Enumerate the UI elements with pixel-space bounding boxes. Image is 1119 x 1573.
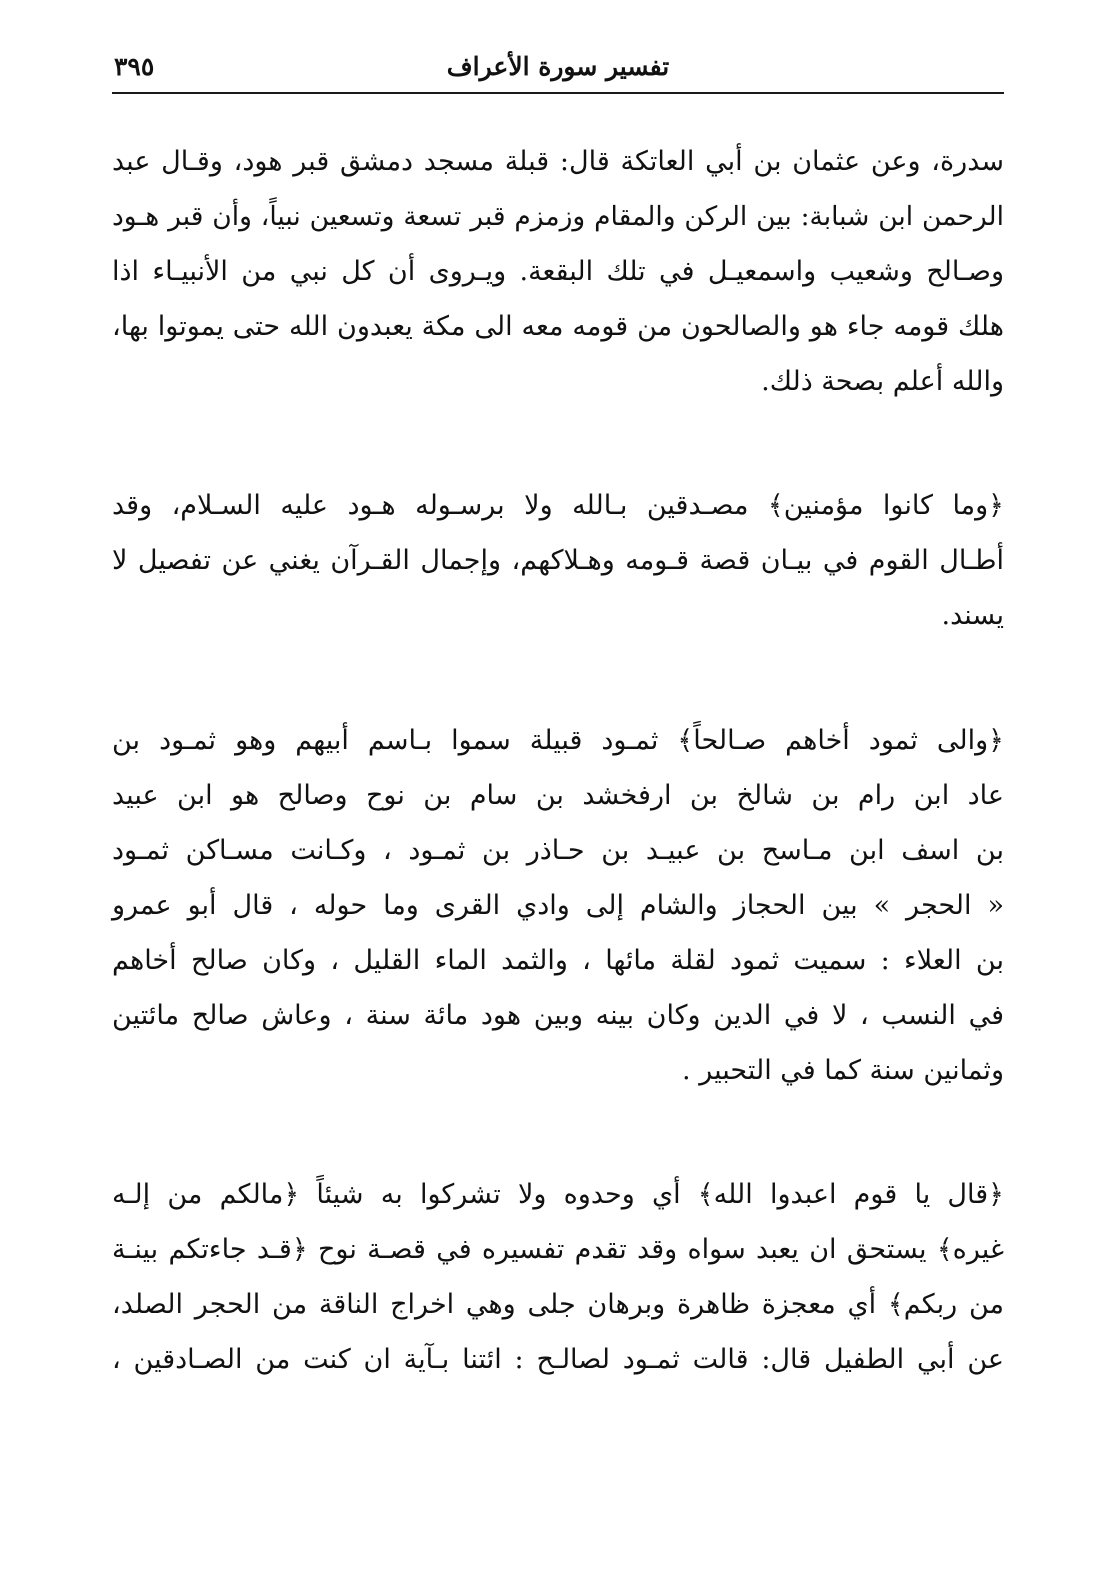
- text-line: عن أبي الطفيل قال: قالت ثمـود لصالـح : ائتنا بـآية ان كنت من الصـادقين ،: [112, 1344, 1004, 1375]
- text-line: « الحجر » بين الحجاز والشام إلى وادي القرى وما حوله ، قال أبو عمرو: [112, 890, 1004, 921]
- text-line: سدرة، وعن عثمان بن أبي العاتكة قال: قبلة مسجد دمشق قبر هود، وقـال عبد: [112, 146, 1004, 177]
- text-line: بن اسف ابن مـاسح بن عبيـد بن حـاذر بن ثمـود ، وكـانت مسـاكن ثمـود: [112, 835, 1004, 866]
- text-line: في النسب ، لا في الدين وكان بينه وبين هود مائة سنة ، وعاش صالح مائتين: [112, 1000, 1004, 1031]
- text-line: من ربكم﴾ أي معجزة ظاهرة وبرهان جلى وهي اخراج الناقة من الحجر الصلد،: [112, 1289, 1004, 1320]
- text-line: والله أعلم بصحة ذلك.: [761, 366, 1004, 397]
- text-line: هلك قومه جاء هو والصالحون من قومه معه الى مكة يعبدون الله حتى يموتوا بها،: [112, 311, 1004, 342]
- text-line: الرحمن ابن شبابة: بين الركن والمقام وزمزم قبر تسعة وتسعين نبياً، وأن قبر هـود: [112, 201, 1004, 232]
- running-title: تفسير سورة الأعراف: [446, 52, 670, 81]
- paragraph-4: [112, 1167, 1004, 1387]
- page-number: ٣٩٥: [114, 52, 155, 81]
- text-line: يسند.: [941, 600, 1004, 631]
- text-line: وثمانين سنة كما في التحبير .: [682, 1055, 1004, 1086]
- text-line: ﴿قال يا قوم اعبدوا الله﴾ أي وحدوه ولا تشركوا به شيئاً ﴿مالكم من إلـه: [112, 1179, 1004, 1210]
- text-line: ﴿وما كانوا مؤمنين﴾ مصـدقين بـالله ولا برسـوله هـود عليه السـلام، وقد: [112, 490, 1004, 521]
- text-line: غيره﴾ يستحق ان يعبد سواه وقد تقدم تفسيره في قصـة نوح ﴿قـد جاءتكم بينـة: [112, 1234, 1004, 1265]
- text-line: وصـالح وشعيب واسمعيـل في تلك البقعة. ويـروى أن كل نبي من الأنبيـاء اذا: [112, 256, 1004, 287]
- page-header: [112, 48, 1004, 94]
- paragraph-2: [112, 478, 1004, 643]
- paragraph-3: [112, 713, 1004, 1098]
- paragraph-1: [112, 134, 1004, 409]
- text-line: أطـال القوم في بيـان قصة قـومه وهـلاكهم، وإجمال القـرآن يغني عن تفصيل لا: [112, 545, 1004, 576]
- text-line: ﴿والى ثمود أخاهم صـالحاً﴾ ثمـود قبيلة سموا بـاسم أبيهم وهو ثمـود بن: [112, 725, 1004, 756]
- page-body: [112, 134, 1004, 1387]
- text-line: بن العلاء : سميت ثمود لقلة مائها ، والثمد الماء القليل ، وكان صالح أخاهم: [112, 945, 1004, 976]
- book-page: [112, 48, 1004, 1528]
- text-line: عاد ابن رام بن شالخ بن ارفخشد بن سام بن نوح وصالح هو ابن عبيد: [112, 780, 1004, 811]
